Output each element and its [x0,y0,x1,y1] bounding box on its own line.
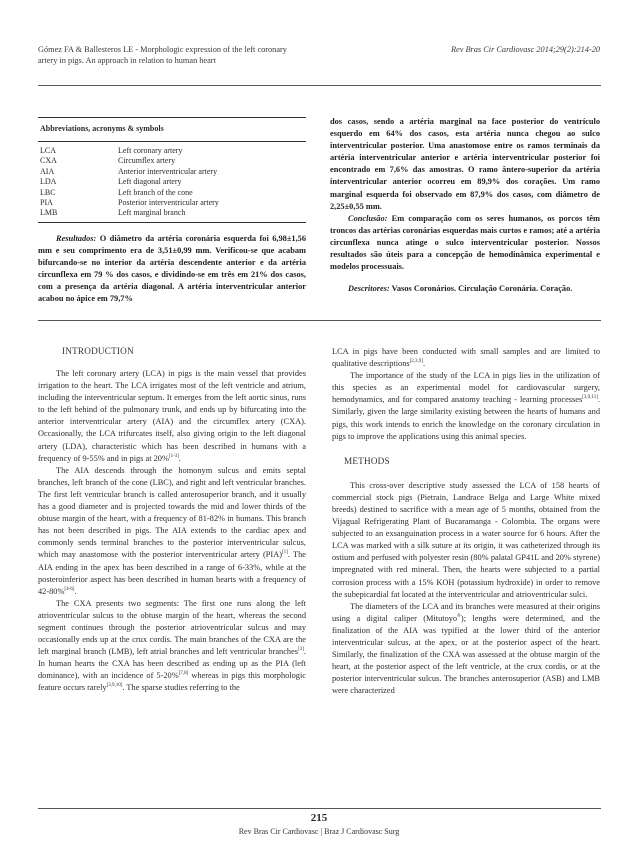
header-line-2: artery in pigs. An approach in relation to human heart [38,56,216,65]
intro-paragraph-1: The left coronary artery (LCA) in pigs is the main vessel that provides irrigation to the heart. The LCA irrigates most of the left ventricle and atrium, including the interventricular septum. It emerges from the left aortic sinus, runs to the left behind of the pulmonary trunk, and ends up by bifurcating into the anterior interventricular artery (AIA) and the circumflex artery (CXA). Occasionally, the LCA trifurcates itself, also giving origin to the left diagonal artery (LDA), characteristic which has been described in humans with a frequency of 9-55% and in pigs at 20%[1-3]. [38,369,306,463]
resumo-conclusao: Conclusão: Em comparação com os seres humanos, os porcos têm troncos das artérias coronárias esquerdas mais curtos e ramos; até a artéria circunflexa nunca atinge o sulco interventricular posterior. Nossos resultados são úteis para a concepção de hemodinâmica experimental e modelos processuais. [330,213,600,272]
methods-paragraph-2: The diameters of the LCA and its branches were measured at their origins using a digital caliper (Mitutoyo®); lengths were determined, and the finalization of the AIA was typified at the lower third of the anterior interventricular sulcus, at the apex, or at the posterior aspect of the heart. Similarly, the finalization of the CXA was assessed at the obtuse margin of the heart, at the posterior aspect of the left ventricle, at the crux cordis, or at the posterior interventricular sulcus. The branches anterosuperior (ASB) and LMB were characterized [332,601,601,696]
resumo-resultados: Resultados: O diâmetro da artéria coronária esquerda foi 6,98±1,56 mm e seu comprimento era de 3,51±0,99 mm. Verificou-se que acabam bifurcando-se no interior da artéria descendente anterior e da artéria circunflexa em 79 % dos casos, e dividindo-se em três em 21% dos casos, com a presença da artéria diagonal. A artéria interventricular anterior acabou no ápice em 79,7% [38,234,306,304]
abbreviations-title: Abbreviations, acronyms & symbols [38,118,306,142]
footer-rule [38,808,601,809]
intro-paragraph-3: The CXA presents two segments: The first one runs along the left atrioventricular sulcus to the obtuse margin of the heart, whereas the second segment continues through the posterior atrioventricular sulcus and may occasionally ends up at the crux cordis. The main branches of the CXA are the left marginal branch (LMB), left atrial branches and left ventricular branches[3]. In human hearts the CXA has been described as ending up as the PIA (left dominance), with an incidence of 5-20%[7,8] whereas in pigs this morphologic feature occurs rarely[3,9,10]. The sparse studies referring to the [38,598,306,693]
header-rule [38,85,601,86]
resumo-descritores: Descritores: Vasos Coronários. Circulação Coronária. Coração. [348,284,573,294]
running-header-right [451,44,600,55]
abbr-row: LMB Left marginal branch [40,208,186,218]
abstract-rule [38,320,601,321]
abbr-row: PIA Posterior interventricular artery [40,198,219,208]
abbr-row: CXA Circumflex artery [40,156,176,166]
abbr-row: LBC Left branch of the cone [40,187,193,197]
abbr-row: LCA Left coronary artery [40,146,183,155]
resumo-resultados-cont: dos casos, sendo a artéria marginal na face posterior do ventrículo esquerdo em 64% dos casos, esta artéria nunca chegou ao sulco interventricular posterior. Uma anastomose entre os ramos terminais da artéria interventricular anterior e artéria interventricular posterior foi encontrado em 7,6% das amostras. O ramo ântero-superior da artéria interventricular anterior ocorreu em 89,9% dos corações. Um ramo marginal esquerda foi observado em 87,9% dos casos, com diâmetro de 2,25±0,55 mm. [330,117,600,211]
resumo-right-column [330,116,600,295]
intro-paragraph-5: The importance of the study of the LCA in pigs lies in the utilization of this species as an experimental model for cardiovascular surgery, hemodynamics, and for compared anatomy teaching - learning processes[3,9,11]. Similarly, given the large similarity existing between the hearts of humans and pigs, this work intends to enrich the knowledge on the coronary circulation in pigs to improve the applications using this animal species. [332,371,600,441]
abbreviations-list [38,142,306,219]
body-right-column [332,346,600,697]
abbr-row: LDA Left diagonal artery [40,177,182,187]
intro-paragraph-4: LCA in pigs have been conducted with small samples and are limited to qualitative descriptions[2,3,9]. [332,347,600,369]
journal-citation: Rev Bras Cir Cardiovasc 2014;29(2):214-20 [450,45,600,54]
abbreviations-box [38,117,306,223]
running-header-left [38,44,338,66]
header-line-1: Gómez FA & Ballesteros LE - Morphologic expression of the left coronary [38,45,287,54]
intro-paragraph-2: The AIA descends through the homonym sulcus and emits septal branches, left branch of the cone (LBC), and right and left ventricular branches. The first left ventricular branch is called anterosuperior branch, and it usually has a good diameter and is projected towards the mid and lower thirds of the obtuse margin of the heart, with a frequency of 81-82% in humans. This branch has not been described in pigs. The AIA extends to the cardiac apex and commonly sends terminal branches to the posterior interventricular sulcus, which may anastomose with the posterior interventricular artery (PIA)[1]. The AIA ending in the apex has been described in a range of 6-33%, while at the posteroinferior aspect has been described in human hearts with a frequency of 42-80%[4-6]. [38,465,306,596]
abbr-row: AIA Anterior interventricular artery [40,166,218,176]
methods-paragraph-1: This cross-over descriptive study assessed the LCA of 158 hearts of commercial stock pigs (Pietrain, Landrace Belga and Large White mixed breeds) destined to sacrifice with a mean age of 5 months, obtained from the Vijagual Refrigerating Plant of Bucaramanga - Colombia. The organs were subjected to an exsanguination process in a water source for 6 hours. After the LCA was marked with a silk suture at its origin, it was catheterized through its ostium and perfused with polyester resin (80% palatal GP41L and 20% styrene) impregnated with red mineral. Then, the hearts were subjected to a partial corrosion process with a 15% KOH (potassium hydroxide) in order to remove the subepicardial fat located at the interventricular and atrioventricular sulci. [332,480,600,599]
journal-footer: Rev Bras Cir Cardiovasc | Braz J Cardiovasc Surg [238,827,400,836]
methods-heading: METHODS [344,455,390,466]
page-number: 215 [310,812,328,824]
intro-heading: INTRODUCTION [62,346,134,356]
body-left-column [38,346,306,695]
